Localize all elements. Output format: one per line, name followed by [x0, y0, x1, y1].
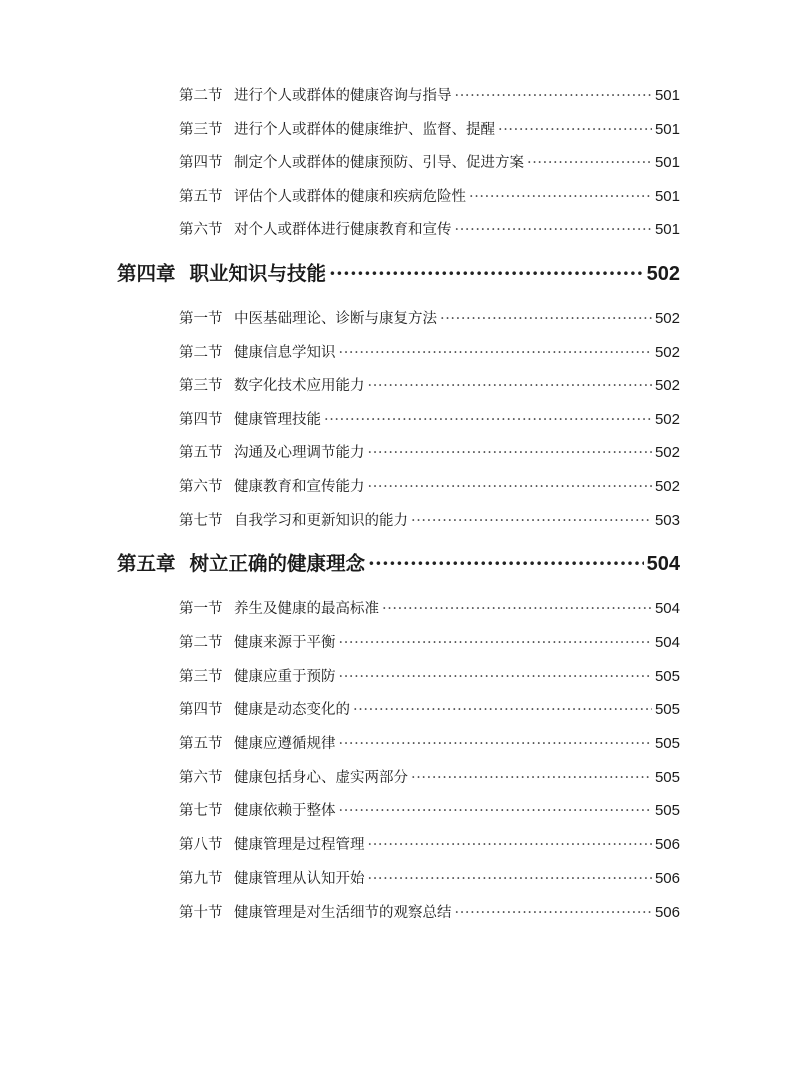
toc-section-entry[interactable] [179, 901, 680, 925]
toc-chapter-entry[interactable] [117, 548, 680, 578]
section-title: 健康教育和宣传能力 [234, 479, 365, 495]
dot-leader [440, 311, 652, 327]
dot-leader [339, 635, 652, 651]
section-number: 第一节 [179, 311, 223, 327]
toc-section-entry[interactable] [179, 408, 680, 432]
dot-leader [324, 412, 652, 428]
section-title: 自我学习和更新知识的能力 [234, 513, 408, 529]
section-number: 第二节 [179, 635, 223, 651]
page-number: 502 [654, 344, 680, 361]
dot-leader [368, 479, 652, 495]
section-number: 第十节 [179, 905, 223, 921]
section-number: 第六节 [179, 770, 223, 786]
section-title: 健康管理是对生活细节的观察总结 [234, 905, 452, 921]
section-title: 健康来源于平衡 [234, 635, 336, 651]
page-number: 506 [654, 870, 680, 887]
page-number: 502 [646, 263, 680, 285]
dot-leader [353, 702, 652, 718]
section-title: 健康是动态变化的 [234, 702, 350, 718]
page-number: 506 [654, 836, 680, 853]
section-number: 第五节 [179, 445, 223, 461]
page-number: 502 [654, 377, 680, 394]
page-number: 505 [654, 802, 680, 819]
section-title: 健康管理技能 [234, 412, 321, 428]
section-title: 制定个人或群体的健康预防、引导、促进方案 [234, 155, 524, 171]
toc-section-entry[interactable] [179, 441, 680, 465]
dot-leader [455, 905, 652, 921]
page-number: 501 [654, 221, 680, 238]
toc-section-entry[interactable] [179, 597, 680, 621]
toc-section-entry[interactable] [179, 374, 680, 398]
page-number: 501 [654, 188, 680, 205]
section-title: 健康依赖于整体 [234, 803, 336, 819]
section-title: 健康应遵循规律 [234, 736, 336, 752]
page-number: 502 [654, 411, 680, 428]
toc-section-entry[interactable] [179, 766, 680, 790]
dot-leader [498, 122, 652, 138]
page-number: 504 [646, 553, 680, 575]
section-title: 健康信息学知识 [234, 345, 336, 361]
page-number: 503 [654, 512, 680, 529]
section-number: 第七节 [179, 803, 223, 819]
dot-leader [368, 552, 644, 575]
toc-section-entry[interactable] [179, 118, 680, 142]
dot-leader [339, 736, 652, 752]
section-number: 第四节 [179, 702, 223, 718]
toc-section-entry[interactable] [179, 307, 680, 331]
dot-leader [368, 871, 652, 887]
dot-leader [339, 669, 652, 685]
dot-leader [527, 155, 652, 171]
toc-section-entry[interactable] [179, 475, 680, 499]
dot-leader [339, 803, 652, 819]
page-number: 501 [654, 121, 680, 138]
section-number: 第三节 [179, 669, 223, 685]
dot-leader [382, 601, 652, 617]
page-number: 505 [654, 668, 680, 685]
dot-leader [368, 445, 652, 461]
page-number: 501 [654, 154, 680, 171]
dot-leader [329, 262, 644, 285]
page-number: 502 [654, 478, 680, 495]
section-number: 第一节 [179, 601, 223, 617]
section-number: 第九节 [179, 871, 223, 887]
chapter-title: 树立正确的健康理念 [189, 552, 366, 575]
toc-section-entry[interactable] [179, 833, 680, 857]
page-number: 504 [654, 600, 680, 617]
section-title: 健康应重于预防 [234, 669, 336, 685]
page-number: 506 [654, 904, 680, 921]
section-title: 中医基础理论、诊断与康复方法 [234, 311, 437, 327]
section-title: 养生及健康的最高标准 [234, 601, 379, 617]
section-title: 评估个人或群体的健康和疾病危险性 [234, 189, 466, 205]
page-number: 505 [654, 769, 680, 786]
section-number: 第二节 [179, 88, 223, 104]
toc-chapter-entry[interactable] [117, 258, 680, 288]
section-title: 进行个人或群体的健康维护、监督、提醒 [234, 122, 495, 138]
toc-section-entry[interactable] [179, 631, 680, 655]
dot-leader [469, 189, 652, 205]
toc-section-entry[interactable] [179, 867, 680, 891]
section-number: 第四节 [179, 412, 223, 428]
page-number: 501 [654, 87, 680, 104]
section-number: 第二节 [179, 345, 223, 361]
section-title: 沟通及心理调节能力 [234, 445, 365, 461]
page-number: 502 [654, 444, 680, 461]
dot-leader [339, 345, 652, 361]
toc-section-entry[interactable] [179, 341, 680, 365]
section-number: 第五节 [179, 189, 223, 205]
dot-leader [455, 222, 652, 238]
section-number: 第三节 [179, 378, 223, 394]
section-number: 第七节 [179, 513, 223, 529]
toc-section-entry[interactable] [179, 218, 680, 242]
section-number: 第八节 [179, 837, 223, 853]
section-number: 第六节 [179, 222, 223, 238]
page-number: 505 [654, 735, 680, 752]
section-number: 第五节 [179, 736, 223, 752]
chapter-title: 职业知识与技能 [189, 262, 327, 285]
section-title: 健康管理是过程管理 [234, 837, 365, 853]
toc-section-entry[interactable] [179, 732, 680, 756]
section-title: 进行个人或群体的健康咨询与指导 [234, 88, 452, 104]
section-title: 数字化技术应用能力 [234, 378, 365, 394]
section-title: 对个人或群体进行健康教育和宣传 [234, 222, 452, 238]
dot-leader [411, 513, 652, 529]
section-number: 第四节 [179, 155, 223, 171]
section-number: 第六节 [179, 479, 223, 495]
toc-section-entry[interactable] [179, 84, 680, 108]
toc-section-entry[interactable] [179, 665, 680, 689]
toc-section-entry[interactable] [179, 185, 680, 209]
toc-section-entry[interactable] [179, 151, 680, 175]
chapter-number: 第四章 [117, 262, 176, 285]
dot-leader [368, 378, 652, 394]
section-number: 第三节 [179, 122, 223, 138]
section-title: 健康包括身心、虚实两部分 [234, 770, 408, 786]
dot-leader [411, 770, 652, 786]
dot-leader [455, 88, 652, 104]
toc-section-entry[interactable] [179, 799, 680, 823]
page-number: 505 [654, 701, 680, 718]
page-number: 504 [654, 634, 680, 651]
toc-section-entry[interactable] [179, 509, 680, 533]
toc-section-entry[interactable] [179, 698, 680, 722]
page-number: 502 [654, 310, 680, 327]
chapter-number: 第五章 [117, 552, 176, 575]
section-title: 健康管理从认知开始 [234, 871, 365, 887]
dot-leader [368, 837, 652, 853]
